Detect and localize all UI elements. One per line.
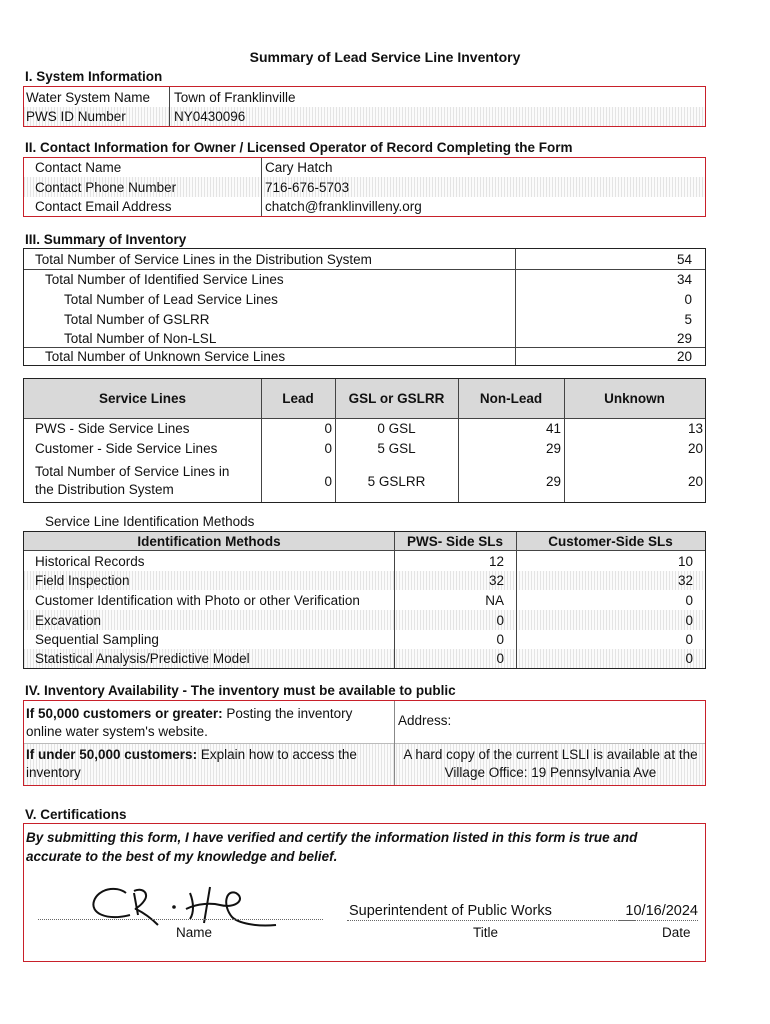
- header-cell: Customer-Side SLs: [548, 533, 673, 549]
- service-lines-table: [23, 378, 706, 503]
- method-label: Customer Identification with Photo or other Verification: [35, 592, 360, 608]
- contact-label: Contact Name: [35, 160, 122, 175]
- lead-value: 0: [324, 441, 332, 456]
- lead-value: 0: [324, 421, 332, 436]
- summary-row: [24, 329, 705, 348]
- pws-value: 0: [496, 612, 504, 628]
- pws-value: 12: [488, 553, 504, 569]
- availability-small-label: If under 50,000 customers:: [26, 747, 198, 762]
- summary-value: 29: [676, 331, 692, 346]
- header-cell: PWS- Side SLs: [406, 533, 504, 549]
- pws-value: 0: [496, 632, 504, 647]
- header-cell: Lead: [282, 391, 314, 406]
- service-line-total-row: [24, 461, 705, 501]
- summary-row: [24, 347, 705, 365]
- contact-value: 716-676-5703: [265, 179, 350, 195]
- section-availability-heading: IV. Inventory Availability - The inventory must be available to public: [25, 683, 456, 698]
- name-label: Name: [176, 925, 213, 940]
- contact-row: [24, 158, 705, 177]
- section-certifications-heading: V. Certifications: [25, 807, 127, 822]
- gsl-value: 5 GSL: [377, 441, 416, 456]
- service-line-row: [24, 438, 705, 459]
- method-row: [24, 590, 705, 610]
- availability-table: [23, 700, 706, 786]
- method-label: Sequential Sampling: [35, 632, 159, 647]
- method-label: Statistical Analysis/Predictive Model: [35, 651, 250, 666]
- contact-label: Contact Phone Number: [35, 179, 177, 195]
- access-line: Village Office: 19 Pennsylvania Ave: [444, 765, 657, 780]
- summary-row: [24, 249, 705, 269]
- method-row: [24, 610, 705, 630]
- nonlead-value: 41: [545, 421, 561, 436]
- method-label: Field Inspection: [35, 573, 130, 588]
- date-value: 10/16/2024: [625, 903, 698, 919]
- customer-value: 10: [677, 553, 693, 569]
- customer-value: 0: [685, 592, 693, 608]
- address-label: Address:: [398, 713, 452, 728]
- summary-row: [24, 289, 705, 309]
- gsl-value: 5 GSLRR: [367, 473, 426, 489]
- certifications-box: [23, 823, 706, 962]
- unknown-value: 20: [687, 441, 703, 456]
- total-label-line: Total Number of Service Lines in: [35, 464, 230, 479]
- certification-statement: [26, 828, 637, 866]
- header-cell: Identification Methods: [137, 533, 281, 549]
- availability-small-desc-2: inventory: [26, 765, 81, 780]
- methods-header: [24, 532, 705, 550]
- date-label: Date: [662, 925, 691, 940]
- contact-value: chatch@franklinvilleny.org: [265, 199, 422, 214]
- section-system-heading: I. System Information: [25, 69, 163, 84]
- system-label: Water System Name: [26, 89, 151, 105]
- service-line-row: [24, 419, 705, 438]
- customer-value: 32: [677, 573, 693, 588]
- system-label: PWS ID Number: [26, 109, 126, 124]
- nonlead-value: 29: [545, 441, 561, 456]
- access-explanation: [396, 746, 705, 782]
- lead-value: 0: [324, 473, 332, 489]
- date-line: [618, 920, 698, 921]
- row-label: PWS - Side Service Lines: [35, 421, 190, 436]
- contact-row: [24, 197, 705, 216]
- summary-row: [24, 269, 705, 289]
- row-label: Customer - Side Service Lines: [35, 441, 218, 456]
- system-value: Town of Franklinville: [174, 89, 296, 105]
- header-cell: Non-Lead: [479, 391, 543, 406]
- section-summary-heading: III. Summary of Inventory: [25, 232, 187, 247]
- gsl-value: 0 GSL: [377, 421, 416, 436]
- total-label: [35, 463, 229, 499]
- summary-value: 34: [676, 271, 692, 287]
- system-row-name: [24, 87, 705, 107]
- contact-value: Cary Hatch: [265, 160, 333, 175]
- availability-large-text: [26, 705, 352, 741]
- pws-value: 0: [496, 651, 504, 666]
- contact-label: Contact Email Address: [35, 199, 172, 214]
- availability-small-text: [26, 746, 357, 782]
- name-line: [38, 919, 323, 920]
- summary-label: Total Number of Service Lines in the Distribution System: [35, 251, 372, 267]
- availability-small-desc: Explain how to access the: [197, 747, 357, 762]
- availability-large-desc: Posting the inventory: [222, 706, 353, 721]
- methods-caption: Service Line Identification Methods: [45, 514, 255, 529]
- system-info-table: [23, 86, 706, 127]
- summary-row: [24, 309, 705, 329]
- summary-value: 20: [676, 348, 692, 364]
- customer-value: 0: [685, 632, 693, 647]
- statement-line: By submitting this form, I have verified and certify the information listed in this form is true and: [26, 830, 638, 845]
- summary-label: Total Number of GSLRR: [64, 311, 210, 327]
- summary-label: Total Number of Identified Service Lines: [45, 271, 284, 287]
- method-row: [24, 571, 705, 590]
- summary-label: Total Number of Lead Service Lines: [64, 291, 278, 307]
- unknown-value: 13: [687, 421, 703, 436]
- method-row: [24, 630, 705, 649]
- system-value: NY0430096: [174, 109, 246, 124]
- header-cell: GSL or GSLRR: [348, 391, 445, 406]
- service-lines-header: [24, 379, 705, 418]
- summary-table: [23, 248, 706, 366]
- header-cell: Unknown: [604, 391, 665, 406]
- methods-table: [23, 531, 706, 669]
- availability-large-label: If 50,000 customers or greater:: [26, 706, 223, 721]
- title-label: Title: [473, 925, 499, 940]
- title-line: [347, 920, 635, 921]
- summary-label: Total Number of Unknown Service Lines: [45, 348, 286, 364]
- pws-value: 32: [488, 573, 504, 588]
- nonlead-value: 29: [545, 473, 561, 489]
- method-row: [24, 649, 705, 668]
- statement-line: accurate to the best of my knowledge and belief.: [26, 849, 338, 864]
- contact-row: [24, 177, 705, 197]
- title-value: Superintendent of Public Works: [349, 903, 552, 919]
- availability-large-desc-2: online water system's website.: [26, 724, 208, 739]
- summary-value: 0: [684, 291, 692, 307]
- header-cell: Service Lines: [98, 391, 187, 406]
- pws-value: NA: [485, 592, 504, 608]
- unknown-value: 20: [687, 473, 703, 489]
- method-row: [24, 551, 705, 571]
- summary-value: 5: [684, 311, 692, 327]
- section-contact-heading: II. Contact Information for Owner / Licensed Operator of Record Completing the Form: [25, 140, 573, 155]
- page-title: Summary of Lead Service Line Inventory: [249, 49, 521, 65]
- method-label: Excavation: [35, 612, 102, 628]
- access-line: A hard copy of the current LSLI is available at the: [403, 747, 698, 762]
- contact-info-table: [23, 157, 706, 217]
- customer-value: 0: [685, 612, 693, 628]
- system-row-pws: [24, 107, 705, 126]
- summary-label: Total Number of Non-LSL: [64, 331, 217, 346]
- summary-value: 54: [676, 251, 692, 267]
- method-label: Historical Records: [35, 553, 145, 569]
- total-label-line: the Distribution System: [35, 482, 174, 497]
- customer-value: 0: [685, 651, 693, 666]
